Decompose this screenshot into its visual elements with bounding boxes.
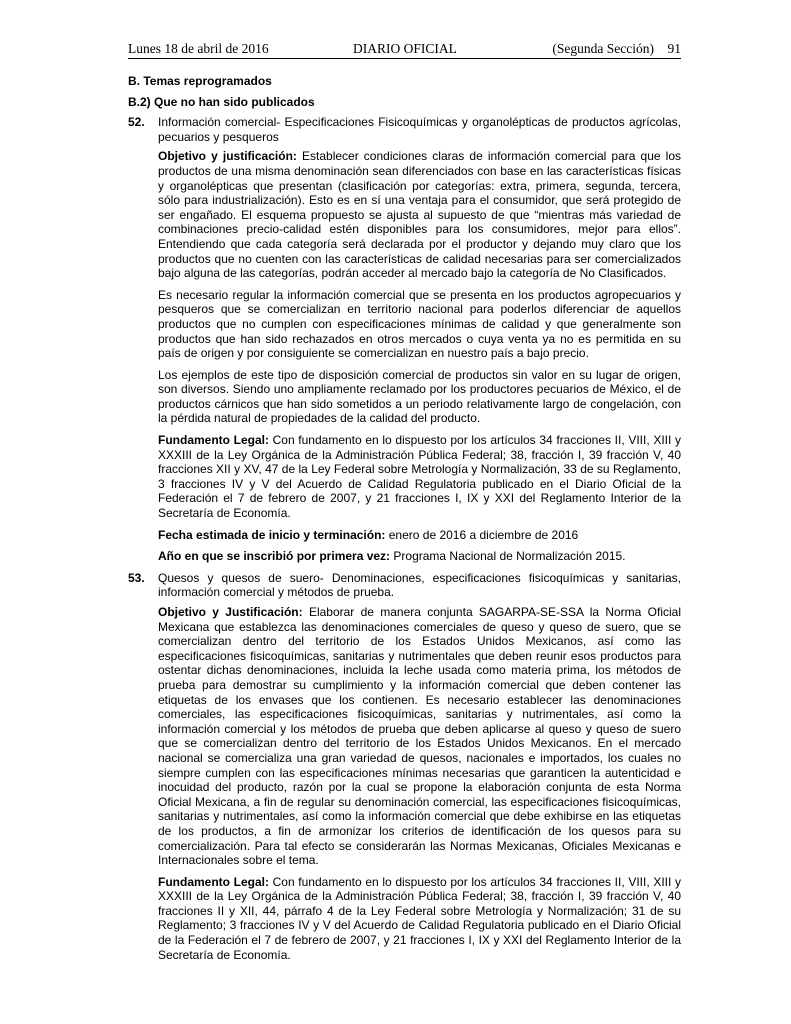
document-body — [128, 74, 681, 962]
document-page — [128, 40, 681, 969]
item-52-objective — [158, 149, 681, 280]
header-page-number: 91 — [667, 41, 681, 56]
item-53-legal-basis — [158, 875, 681, 963]
header-section-page — [552, 41, 681, 57]
item-number: 52. — [128, 115, 145, 130]
item-52-paragraph-3: Los ejemplos de este tipo de disposición comercial de productos sin valor en su lugar de origen, son diversos. Siendo uno ampliamente reclamado por los productores pecuarios de México, el de productos cárnicos que han sido sometidos a un periodo relativamente largo de congelación, con la pérdida natural de propiedades de la calidad del producto. — [158, 367, 681, 426]
legal-text: Con fundamento en lo dispuesto por los artículos 34 fracciones II, VIII, XIII y XXXIII de la Ley Orgánica de la Administración Pública Federal; 38, fracción I, 39 fracción V, 40 fracciones II y XII, 44, párrafo 4 de la Ley Federal sobre Metrología y Normalización; 31 de su Reglamento; 3 fracciones IV y V del Acuerdo de Calidad Regulatoria publicado en el Diario Oficial de la Federación el 7 de febrero de 2007, y 21 fracciones I, IX y XXI del Reglamento Interior de la Secretaría de Economía. — [158, 874, 681, 962]
item-title: Quesos y quesos de suero- Denominaciones, especificaciones fisicoquímicas y sanitarias, información comercial y métodos de prueba. — [158, 570, 681, 600]
header-date: Lunes 18 de abril de 2016 — [128, 41, 269, 56]
date-text: enero de 2016 a diciembre de 2016 — [385, 527, 579, 542]
item-52-legal-basis — [158, 433, 681, 521]
section-heading-b2: B.2) Que no han sido publicados — [128, 94, 315, 109]
objective-label: Objetivo y justificación: — [158, 149, 297, 164]
legal-text: Con fundamento en lo dispuesto por los artículos 34 fracciones II, VIII, XIII y XXXIII de la Ley Orgánica de la Administración Pública Federal; 38, fracción I, 39 fracción V, 40 fracciones XII y XV, 47 de la Ley Federal sobre Metrología y Normalización, 33 de su Reglamento, 3 fracciones IV y V del Acuerdo de Calidad Regulatoria publicado en el Diario Oficial de la Federación el 7 de febrero de 2007, y 21 fracciones I, IX y XXI del Reglamento Interior de la Secretaría de Economía. — [158, 433, 681, 521]
legal-label: Fundamento Legal: — [158, 433, 269, 448]
item-52-paragraph-2: Es necesario regular la información comercial que se presenta en los productos agropecuarios y pesqueros que se comercializan en territorio nacional para poderlos diferenciar de aquellos productos que no cumplen con especificaciones mínimas de calidad y que generalmente son productos que han sido rechazados en otros mercados o cuya venta ya no es permitida en su país de origen y por consiguiente se comercializan en nuestro país a bajo precio. — [158, 287, 681, 361]
year-label: Año en que se inscribió por primera vez: — [158, 549, 391, 564]
item-title: Información comercial- Especificaciones Fisicoquímicas y organolépticas de productos agrícolas, pecuarios y pesqueros — [158, 115, 681, 144]
legal-label: Fundamento Legal: — [158, 874, 269, 889]
section-heading-b: B. Temas reprogramados — [128, 74, 272, 88]
objective-text: Elaborar de manera conjunta SAGARPA-SE-SSA la Norma Oficial Mexicana que establezca las denominaciones comerciales de queso y queso de suero, que se comercializan dentro del territorio de los Estados Unidos Mexicanos, así como las especificaciones fisicoquímicas, sanitarias y nutrimentales que deben reunir esos productos para ostentar dichas denominaciones, incluida la leche usada como materia prima, los métodos de prueba para demostrar su cumplimiento y la información comercial que deben contener las etiquetas de los envases que los contienen. Es necesario establecer las denominaciones comerciales, las especificaciones fisicoquímicas, sanitarias y nutrimentales, así como la información comercial y los métodos de prueba que deben aplicarse al queso y queso de suero que se comercializan dentro del territorio de los Estados Unidos Mexicanos. En el mercado nacional se comercializa una gran variedad de quesos, nacionales e importados, los cuales no siempre cumplen con las especificaciones mínimas necesarias que garanticen la autenticidad e inocuidad del producto, razón por la cual se propone la elaboración conjunta de esta Norma Oficial Mexicana, a fin de regular su denominación comercial, las especificaciones fisicoquímicas, sanitarias y nutrimentales, así como la información comercial que debe exhibirse en las etiquetas de los productos, a fin de armonizar los criterios de identificación de los quesos para su comercialización. Para tal efecto se considerarán las Normas Mexicanas, Oficiales Mexicanas e Internacionales sobre el tema. — [158, 605, 681, 868]
item-number: 53. — [128, 570, 145, 585]
objective-label: Objetivo y Justificación: — [158, 605, 303, 619]
item-53-objective — [158, 605, 681, 868]
item-53-heading — [128, 571, 681, 600]
year-text: Programa Nacional de Normalización 2015. — [390, 549, 626, 564]
header-section: (Segunda Sección) — [552, 41, 654, 56]
objective-text: Establecer condiciones claras de información comercial para que los productos de una misma denominación sean diferenciados con base en las características físicas y organolépticas que presentan (clasificación por categorías: extra, primera, segunda, tercera, sólo para industrialización). Esto es en sí una ventaja para el consumidor, que será protegido de ser engañado. El esquema propuesto se ajusta al supuesto de que “mientras más variedad de combinaciones precio-calidad estén disponibles para los consumidores, mejor para ellos”. Entendiendo que cada categoría será declarada por el productor y dejando muy claro que los productos que no cuenten con las características de calidad necesarias para ser comercializados bajo alguna de las categorías, podrán acceder al mercado bajo la categoría de No Clasificados. — [158, 149, 682, 281]
item-52-heading — [128, 115, 681, 144]
item-52-estimated-dates — [158, 528, 681, 543]
page-header — [128, 40, 681, 59]
header-publication: DIARIO OFICIAL — [353, 41, 457, 56]
item-52-first-year — [158, 549, 681, 564]
date-label: Fecha estimada de inicio y terminación: — [158, 527, 386, 542]
